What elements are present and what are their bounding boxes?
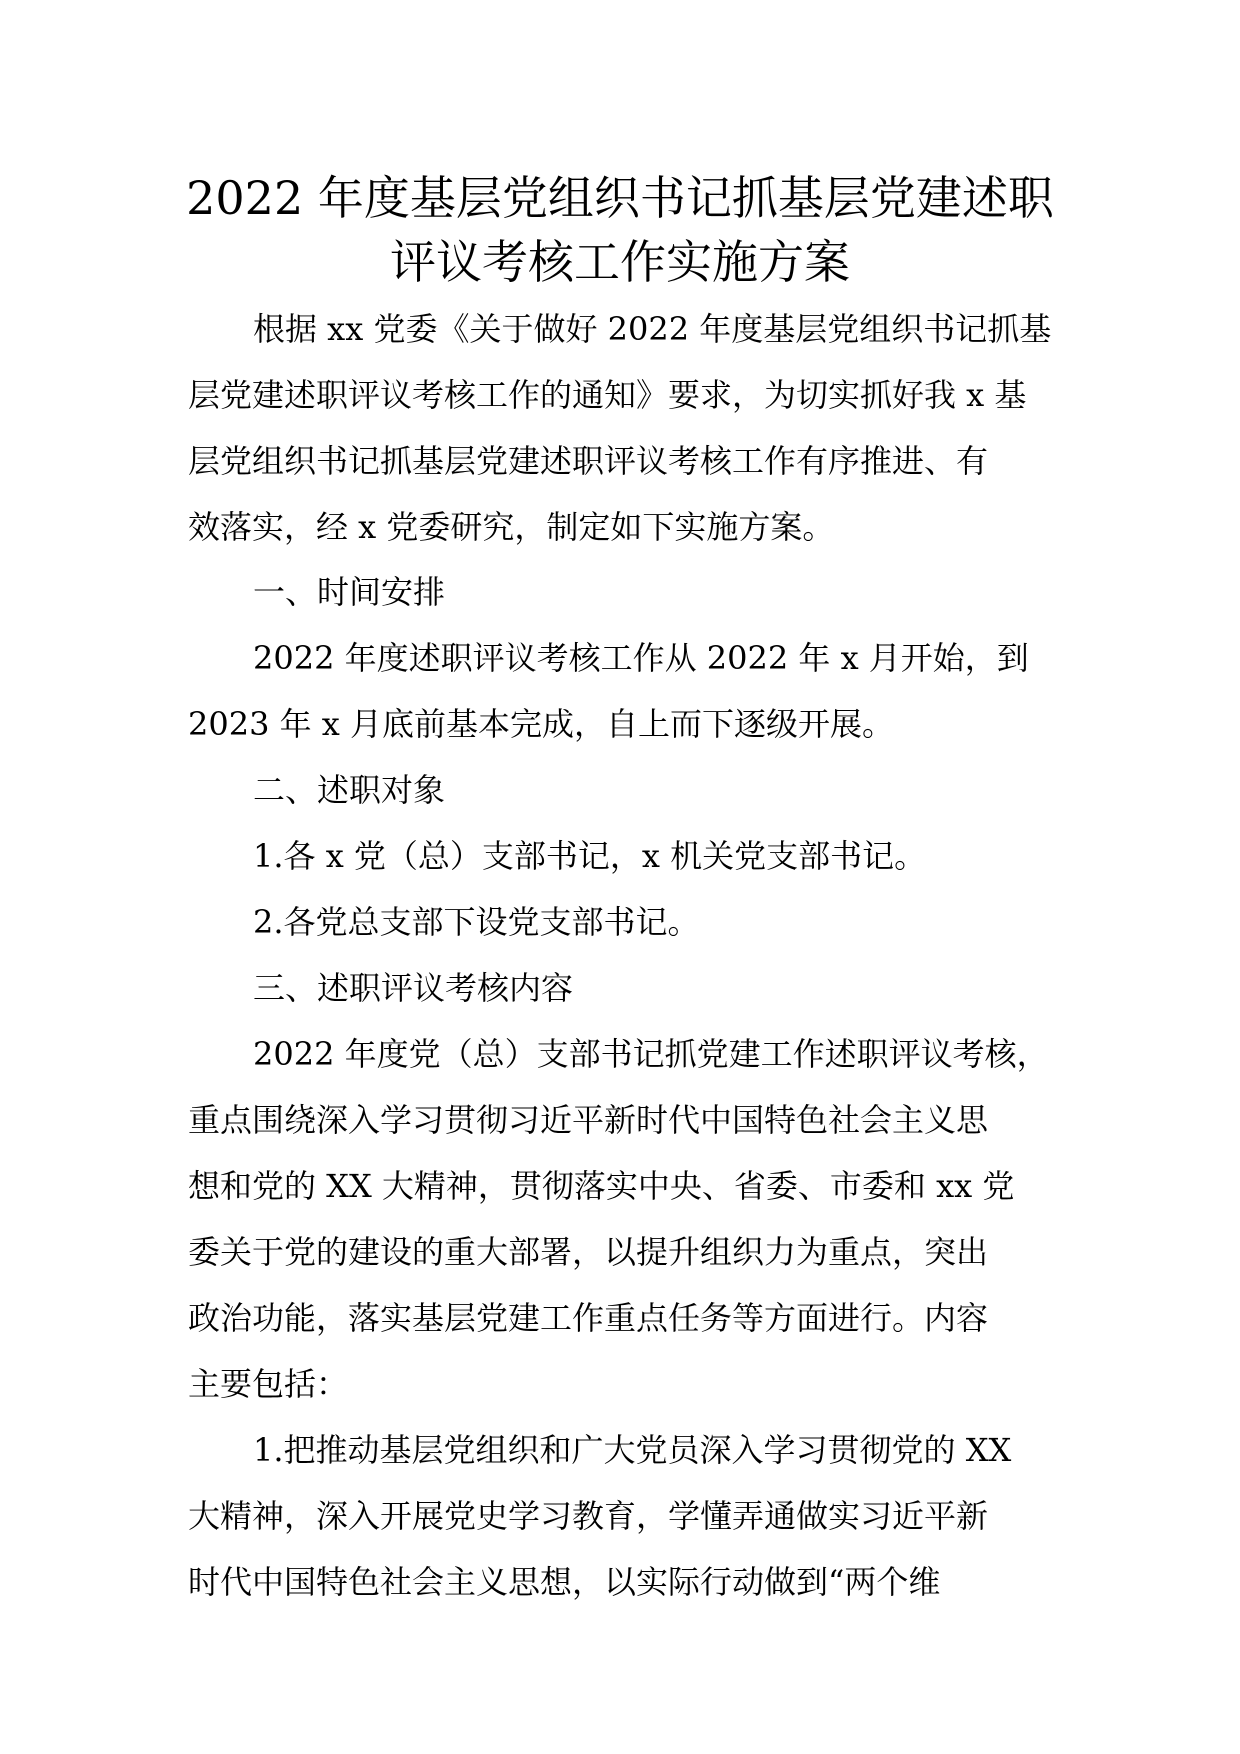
body-line: 层党建述职评议考核工作的通知》要求，为切实抓好我 x 基: [188, 376, 1027, 414]
body-line: 2022 年度党（总）支部书记抓党建工作述职评议考核，: [253, 1035, 1049, 1073]
body-line: 主要包括：: [188, 1365, 349, 1403]
body-line: 大精神，深入开展党史学习教育，学懂弄通做实习近平新: [188, 1497, 989, 1535]
section-heading: 一、时间安排: [253, 573, 446, 611]
body-line: 根据 xx 党委《关于做好 2022 年度基层党组织书记抓基: [253, 310, 1052, 348]
document-title-line-1: 2022 年度基层党组织书记抓基层党建述职: [186, 171, 1054, 225]
body-line: 2022 年度述职评议考核工作从 2022 年 x 月开始，到: [253, 639, 1029, 677]
list-item: 1.把推动基层党组织和广大党员深入学习贯彻党的 XX: [253, 1431, 1012, 1469]
list-item: 2.各党总支部下设党支部书记。: [253, 903, 700, 941]
section-heading: 三、述职评议考核内容: [253, 969, 574, 1007]
body-line: 想和党的 XX 大精神，贯彻落实中央、省委、市委和 xx 党: [188, 1167, 1015, 1205]
list-item: 1.各 x 党（总）支部书记，x 机关党支部书记。: [253, 837, 927, 875]
document-title-line-2: 评议考核工作实施方案: [390, 235, 850, 289]
body-line: 2023 年 x 月底前基本完成，自上而下逐级开展。: [188, 705, 895, 743]
body-line: 层党组织书记抓基层党建述职评议考核工作有序推进、有: [188, 442, 989, 480]
body-line: 效落实，经 x 党委研究，制定如下实施方案。: [188, 508, 835, 546]
body-line: 政治功能，落实基层党建工作重点任务等方面进行。内容: [188, 1299, 989, 1337]
body-line: 委关于党的建设的重大部署，以提升组织力为重点，突出: [188, 1233, 989, 1271]
section-heading: 二、述职对象: [253, 771, 446, 809]
body-line: 时代中国特色社会主义思想，以实际行动做到“两个维: [188, 1563, 941, 1601]
body-line: 重点围绕深入学习贯彻习近平新时代中国特色社会主义思: [188, 1101, 989, 1139]
